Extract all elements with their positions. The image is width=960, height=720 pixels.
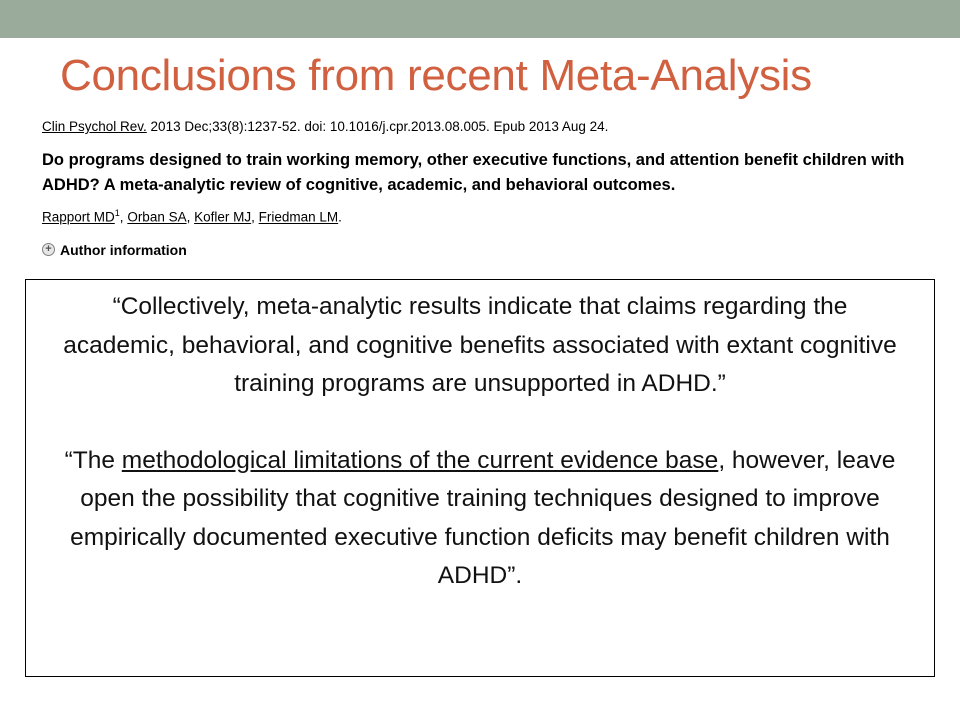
quote-two-rest: , however, leave open the possibility that cognitive training techniques designed to improve empirically documented executive function deficits may benefit children with ADHD”. [70,446,896,589]
quote-one: “Collectively, meta-analytic results indicate that claims regarding the academic, behavioral, and cognitive benefits associated with extant cognitive training programs are unsupported in ADHD.” [63,293,897,397]
author-separator: . [338,209,342,225]
citation-details: 2013 Dec;33(8):1237-52. doi: 10.1016/j.cpr.2013.08.005. Epub 2013 Aug 24. [146,119,609,134]
citation-source-line [42,118,942,136]
slide-title: Conclusions from recent Meta-Analysis [60,51,812,100]
top-accent-bar [0,0,960,38]
article-title: Do programs designed to train working memory, other executive functions, and attention benefit children with ADHD? A meta-analytic review of cognitive, academic, and behavioral outcomes. [42,151,905,194]
author-link[interactable]: Friedman LM [258,209,339,225]
author-separator: , [186,209,195,225]
quote-two-underlined: methodological limitations of the current evidence base [121,446,719,474]
author-information-label: Author information [60,241,187,258]
author-link[interactable]: Kofler MJ [194,209,252,225]
author-affiliation-sup: 1 [114,208,120,218]
author-information-toggle[interactable] [42,241,942,259]
plus-circle-icon[interactable]: + [42,243,55,256]
author-link[interactable]: Orban SA [127,209,187,225]
quote-two-open: “The [64,446,122,474]
author-link[interactable]: Rapport MD [42,209,115,225]
author-separator: , [119,209,128,225]
quote-two [54,442,906,596]
author-list [42,204,942,227]
author-separator: , [251,209,259,225]
quote-box [25,279,935,677]
journal-link[interactable]: Clin Psychol Rev. [42,119,147,134]
citation-block [42,118,942,259]
